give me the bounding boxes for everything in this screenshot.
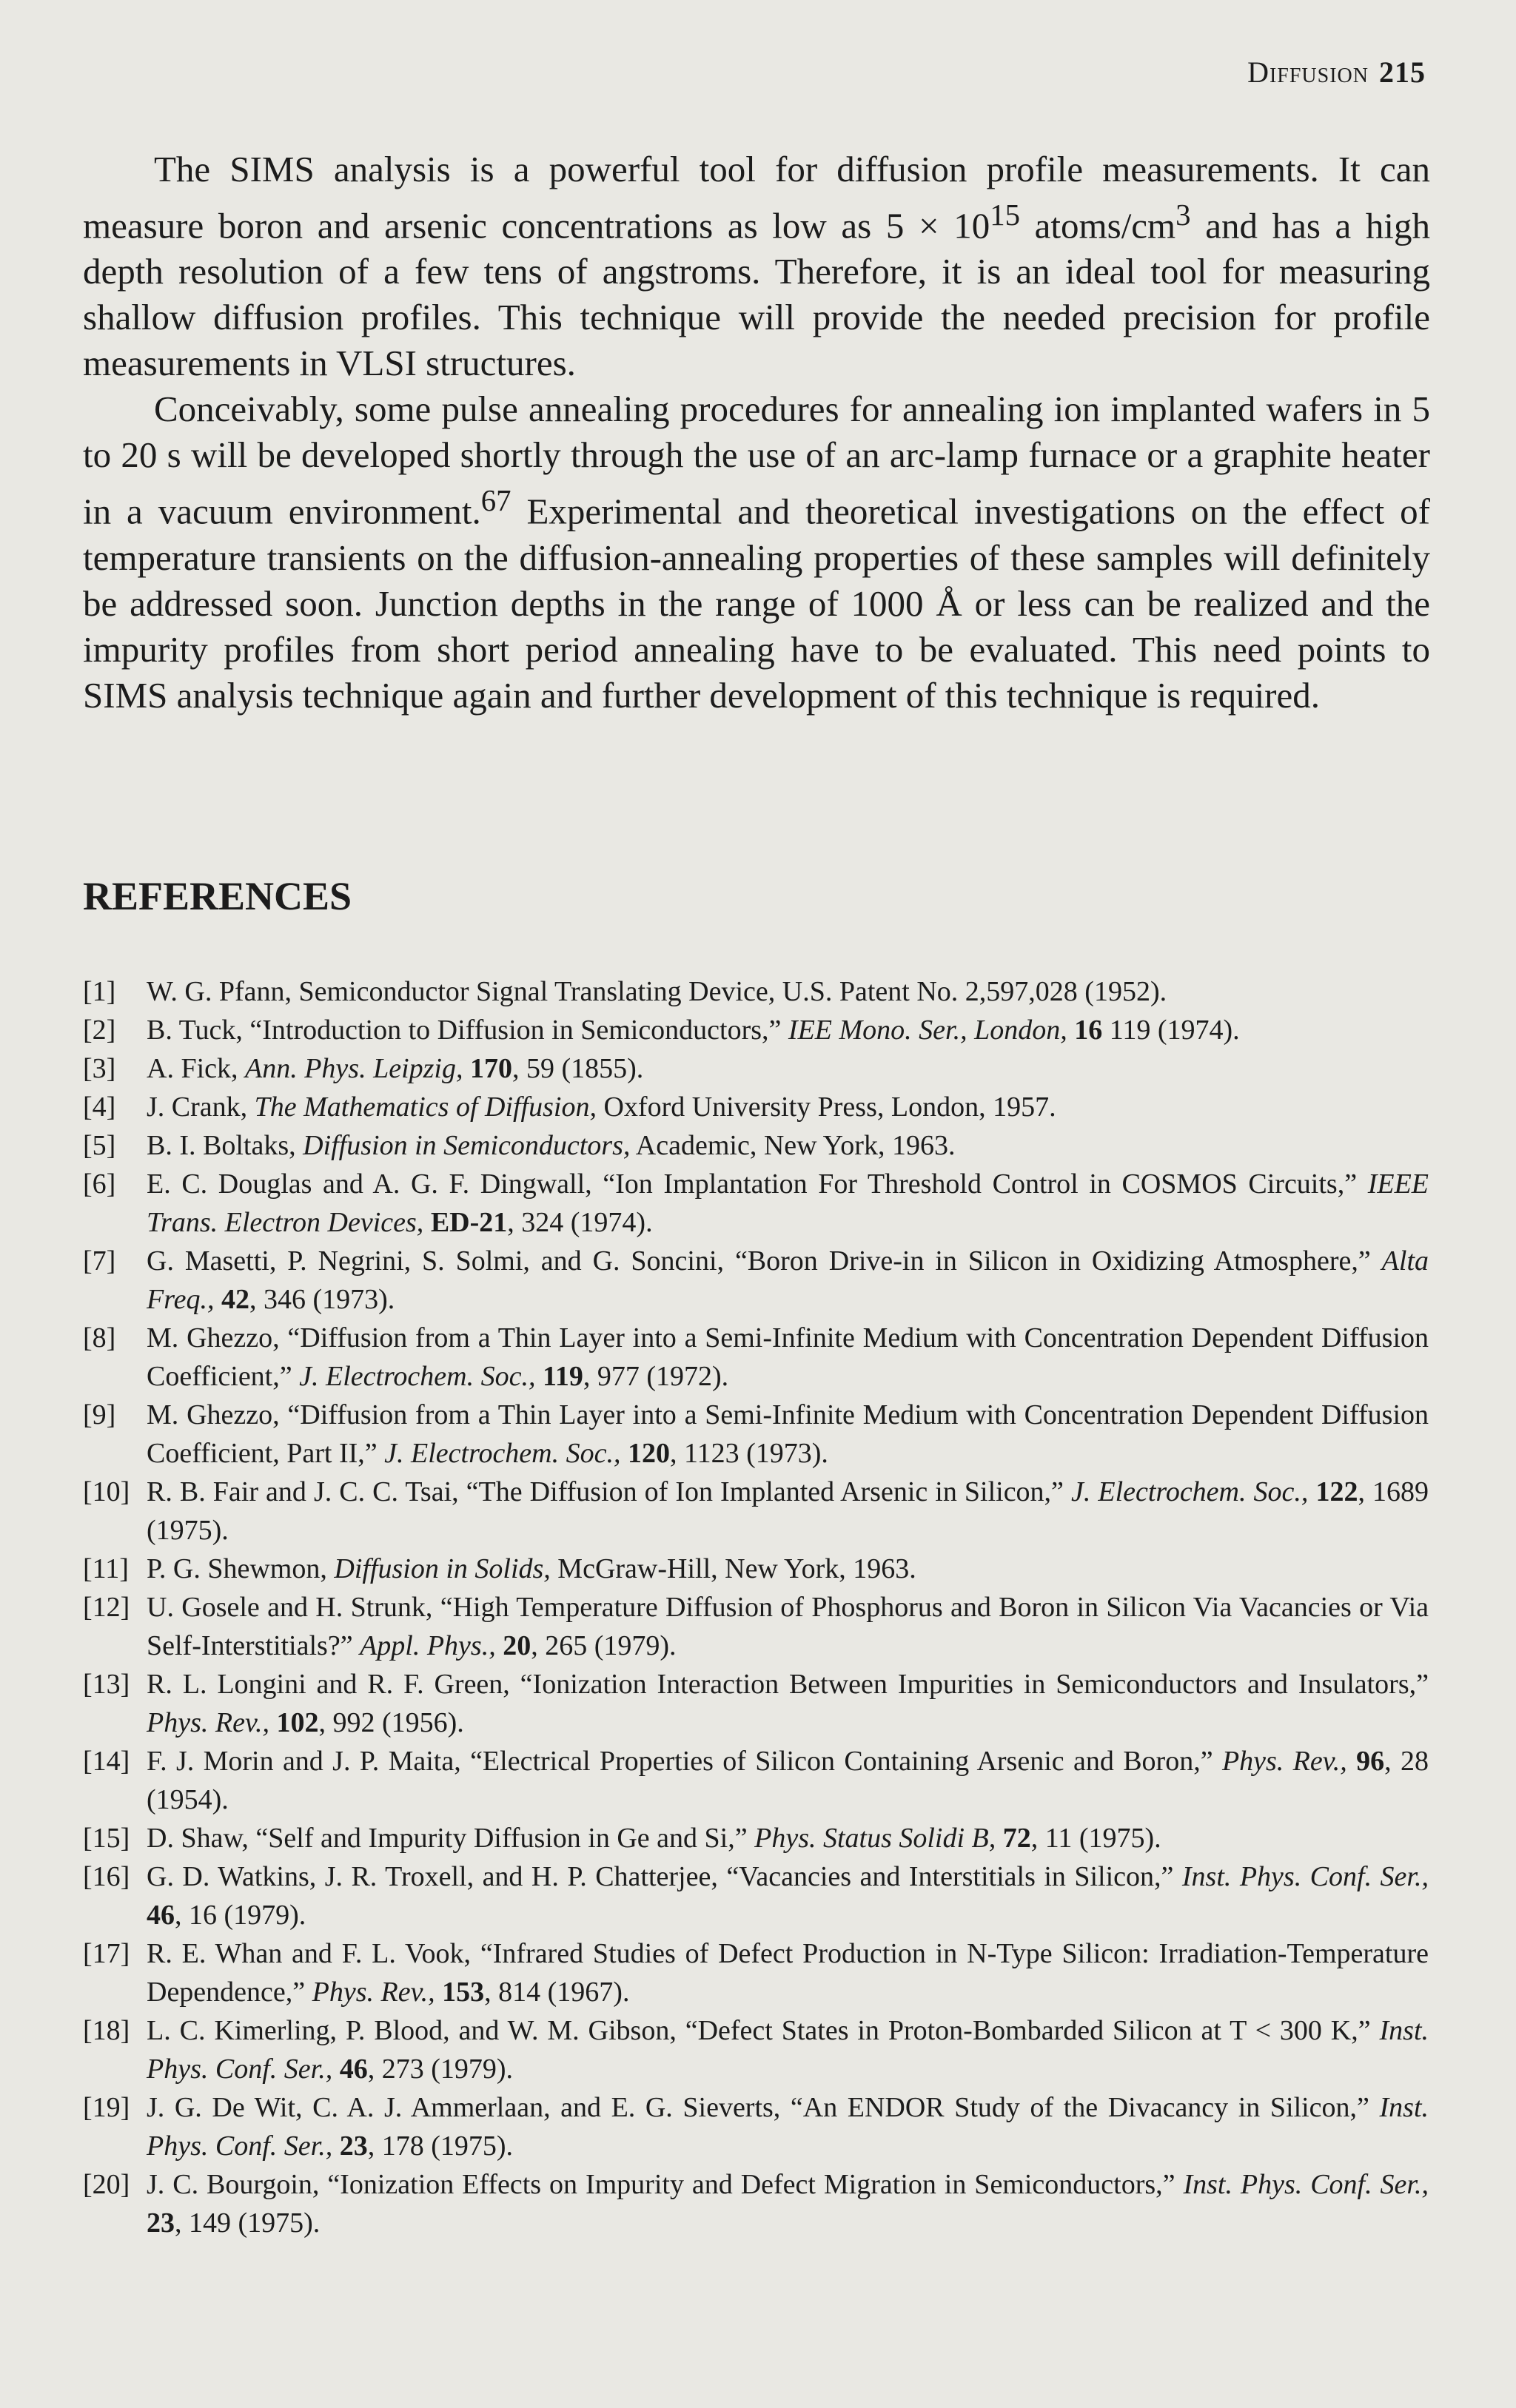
reference-journal: Inst. Phys. Conf. Ser.,: [1183, 2169, 1429, 2200]
running-head: [1247, 55, 1426, 90]
reference-journal: Inst. Phys. Conf. Ser.,: [147, 2092, 1429, 2162]
reference-number: [19]: [83, 2092, 130, 2123]
reference-number: [9]: [83, 1399, 116, 1430]
reference-text: [463, 1053, 470, 1084]
reference-text: , 59 (1855).: [512, 1053, 644, 1084]
reference-volume: 96: [1356, 1746, 1385, 1777]
reference-text: [214, 1284, 221, 1315]
reference-text: M. Ghezzo, “Diffusion from a Thin Layer into a Semi-Infinite Medium with Concentration Dependent Diffusion Coefficient, Part II,”: [147, 1399, 1429, 1469]
reference-text: [621, 1438, 628, 1469]
reference-text: G. D. Watkins, J. R. Troxell, and H. P. Chatterjee, “Vacancies and Interstitials in Silicon,”: [147, 1861, 1182, 1892]
reference-text: D. Shaw, “Self and Impurity Diffusion in Ge and Si,”: [147, 1823, 755, 1854]
reference-journal: J. Electrochem. Soc.,: [384, 1438, 621, 1469]
reference-volume: 46: [339, 2054, 368, 2085]
reference-number: [17]: [83, 1938, 130, 1969]
reference-number: [8]: [83, 1322, 116, 1353]
reference-text: [496, 1630, 503, 1661]
reference-text: Academic, New York, 1963.: [630, 1130, 956, 1161]
reference-journal: IEEE Trans. Electron Devices,: [147, 1168, 1429, 1238]
reference-journal: The Mathematics of Diffusion,: [254, 1092, 597, 1123]
reference-text: [423, 1207, 431, 1238]
reference-item: [83, 1550, 1429, 1588]
reference-text: , 1123 (1973).: [670, 1438, 828, 1469]
reference-number: [10]: [83, 1476, 130, 1507]
reference-volume: 20: [503, 1630, 531, 1661]
reference-volume: 46: [147, 1900, 175, 1931]
reference-text: W. G. Pfann, Semiconductor Signal Translating Device, U.S. Patent No. 2,597,028 (1952).: [147, 976, 1167, 1007]
reference-number: [7]: [83, 1245, 116, 1277]
reference-journal: Diffusion in Semiconductors,: [303, 1130, 631, 1161]
reference-text: , 814 (1967).: [484, 1977, 630, 2008]
reference-text: , 178 (1975).: [367, 2130, 514, 2162]
reference-number: [1]: [83, 976, 116, 1007]
paragraph-text: and has a high depth resolution of a few tens of angstroms. Therefore, it is an ideal tool for measuring shallow diffusion profiles. This technique will provide the needed precision for profile measurements in VLSI structures.: [83, 205, 1430, 384]
reference-text: B. Tuck, “Introduction to Diffusion in Semiconductors,”: [147, 1015, 788, 1046]
reference-text: R. B. Fair and J. C. C. Tsai, “The Diffusion of Ion Implanted Arsenic in Silicon,”: [147, 1476, 1071, 1507]
footnote-ref: 67: [480, 484, 512, 518]
reference-volume: 153: [442, 1977, 485, 2008]
reference-volume: 170: [469, 1053, 512, 1084]
reference-text: [332, 2054, 340, 2085]
reference-text: [535, 1361, 543, 1392]
reference-item: [83, 1665, 1429, 1742]
reference-item: [83, 2165, 1429, 2242]
reference-item: [83, 2088, 1429, 2165]
reference-text: J. C. Bourgoin, “Ionization Effects on Impurity and Defect Migration in Semiconductors,”: [147, 2169, 1184, 2200]
reference-item: [83, 1857, 1429, 1934]
references-heading: REFERENCES: [83, 874, 352, 918]
reference-journal: Phys. Rev.,: [1221, 1746, 1347, 1777]
reference-journal: J. Electrochem. Soc.,: [1070, 1476, 1309, 1507]
reference-item: [83, 1742, 1429, 1819]
reference-number: [5]: [83, 1130, 116, 1161]
reference-text: M. Ghezzo, “Diffusion from a Thin Layer into a Semi-Infinite Medium with Concentration Dependent Diffusion Coefficient,”: [147, 1322, 1429, 1392]
reference-text: , 1689 (1975).: [147, 1476, 1429, 1546]
reference-item: [83, 1934, 1429, 2011]
reference-text: U. Gosele and H. Strunk, “High Temperature Diffusion of Phosphorus and Boron in Silicon Via Vacancies or Via Self-Interstitials?”: [147, 1592, 1429, 1661]
reference-journal: Ann. Phys. Leipzig,: [245, 1053, 463, 1084]
reference-text: , 346 (1973).: [249, 1284, 395, 1315]
reference-item: [83, 1396, 1429, 1473]
reference-text: , 977 (1972).: [583, 1361, 729, 1392]
reference-item: [83, 1126, 1429, 1165]
section-title: Diffusion: [1247, 56, 1369, 89]
paragraph-text: The SIMS analysis is a powerful tool for diffusion profile measurements. It can measure boron and arsenic concentrations as low as 5 × 10: [83, 149, 1430, 246]
paragraph-text: Conceivably, some pulse annealing procedures for annealing ion implanted wafers in 5 to 20 s will be developed shortly through the use of an arc-lamp furnace or a graphite heater in a vacuum environment.: [83, 389, 1430, 532]
reference-volume: 42: [221, 1284, 249, 1315]
reference-volume: 120: [628, 1438, 670, 1469]
reference-text: , 149 (1975).: [175, 2207, 321, 2239]
reference-text: G. Masetti, P. Negrini, S. Solmi, and G. Soncini, “Boron Drive-in in Silicon in Oxidizing Atmosphere,”: [147, 1245, 1382, 1277]
reference-number: [18]: [83, 2015, 130, 2046]
reference-text: E. C. Douglas and A. G. F. Dingwall, “Ion Implantation For Threshold Control in COSMOS Circuits,”: [147, 1168, 1368, 1200]
reference-journal: Alta Freq.,: [147, 1245, 1429, 1315]
paragraph-text: atoms/cm: [1020, 205, 1176, 246]
reference-text: , 324 (1974).: [507, 1207, 653, 1238]
reference-journal: IEE Mono. Ser., London,: [788, 1015, 1067, 1046]
reference-volume: 23: [339, 2130, 368, 2162]
reference-text: L. C. Kimerling, P. Blood, and W. M. Gibson, “Defect States in Proton-Bombarded Silicon at T < 300 K,”: [147, 2015, 1380, 2046]
reference-volume: 16: [1074, 1015, 1103, 1046]
reference-text: J. Crank,: [147, 1092, 255, 1123]
superscript: 15: [990, 198, 1021, 232]
reference-volume: 23: [147, 2207, 175, 2239]
reference-item: [83, 1165, 1429, 1242]
body-text: [83, 147, 1430, 719]
reference-volume: 102: [276, 1707, 319, 1738]
reference-text: P. G. Shewmon,: [147, 1553, 335, 1584]
reference-volume: 72: [1002, 1823, 1031, 1854]
reference-text: R. E. Whan and F. L. Vook, “Infrared Studies of Defect Production in N-Type Silicon: Irradiation-Temperature Dependence,”: [147, 1938, 1429, 2008]
reference-journal: Phys. Rev.,: [147, 1707, 269, 1738]
reference-number: [14]: [83, 1746, 130, 1777]
reference-number: [4]: [83, 1092, 116, 1123]
reference-text: , 265 (1979).: [531, 1630, 677, 1661]
reference-journal: J. Electrochem. Soc.,: [299, 1361, 536, 1392]
reference-item: [83, 972, 1429, 1011]
reference-journal: Phys. Rev.,: [312, 1977, 435, 2008]
reference-text: A. Fick,: [147, 1053, 245, 1084]
page-number: 215: [1379, 56, 1426, 89]
reference-number: [16]: [83, 1861, 130, 1892]
paragraph-annealing: [83, 386, 1430, 718]
reference-number: [20]: [83, 2169, 130, 2200]
reference-text: McGraw-Hill, New York, 1963.: [550, 1553, 916, 1584]
reference-text: [332, 2130, 340, 2162]
reference-number: [3]: [83, 1053, 116, 1084]
reference-journal: Appl. Phys.,: [360, 1630, 496, 1661]
reference-number: [13]: [83, 1669, 130, 1700]
reference-text: [435, 1977, 443, 2008]
reference-journal: Phys. Status Solidi B,: [754, 1823, 996, 1854]
reference-journal: Inst. Phys. Conf. Ser.,: [147, 2015, 1429, 2085]
reference-journal: Inst. Phys. Conf. Ser.,: [1181, 1861, 1429, 1892]
reference-volume: 122: [1315, 1476, 1358, 1507]
reference-item: [83, 1588, 1429, 1665]
reference-number: [15]: [83, 1823, 130, 1854]
reference-volume: ED-21: [430, 1207, 508, 1238]
reference-text: [1347, 1746, 1356, 1777]
reference-number: [12]: [83, 1592, 130, 1623]
reference-text: B. I. Boltaks,: [147, 1130, 303, 1161]
reference-text: , 28 (1954).: [147, 1746, 1429, 1815]
reference-text: Oxford University Press, London, 1957.: [596, 1092, 1056, 1123]
reference-text: R. L. Longini and R. F. Green, “Ionization Interaction Between Impurities in Semiconductors and Insulators,”: [147, 1669, 1429, 1700]
references-list: [83, 972, 1429, 2242]
reference-text: 119 (1974).: [1102, 1015, 1240, 1046]
reference-item: [83, 1011, 1429, 1049]
reference-item: [83, 1088, 1429, 1126]
paragraph-text: Experimental and theoretical investigations on the effect of temperature transients on the diffusion-annealing properties of these samples will definitely be addressed soon. Junction depths in the range of 1000 Å or less can be realized and the impurity profiles from short period annealing have to be evaluated. This need points to SIMS analysis technique again and further development of this technique is required.: [83, 491, 1430, 716]
reference-text: , 11 (1975).: [1030, 1823, 1161, 1854]
reference-number: [11]: [83, 1553, 129, 1584]
reference-text: [1067, 1015, 1075, 1046]
reference-volume: 119: [542, 1361, 583, 1392]
reference-text: , 992 (1956).: [318, 1707, 464, 1738]
reference-text: F. J. Morin and J. P. Maita, “Electrical Properties of Silicon Containing Arsenic and Boron,”: [147, 1746, 1222, 1777]
superscript: 3: [1175, 198, 1191, 232]
reference-item: [83, 1242, 1429, 1319]
reference-text: J. G. De Wit, C. A. J. Ammerlaan, and E. G. Sieverts, “An ENDOR Study of the Divacancy in Silicon,”: [147, 2092, 1380, 2123]
reference-text: [996, 1823, 1003, 1854]
reference-item: [83, 1473, 1429, 1550]
reference-journal: Diffusion in Solids,: [334, 1553, 551, 1584]
reference-number: [6]: [83, 1168, 116, 1200]
reference-item: [83, 1319, 1429, 1396]
reference-item: [83, 2011, 1429, 2088]
reference-number: [2]: [83, 1015, 116, 1046]
reference-item: [83, 1819, 1429, 1857]
paragraph-sims: [83, 147, 1430, 386]
reference-text: , 273 (1979).: [367, 2054, 514, 2085]
reference-item: [83, 1049, 1429, 1088]
reference-text: , 16 (1979).: [175, 1900, 306, 1931]
reference-text: [1308, 1476, 1315, 1507]
reference-text: [269, 1707, 277, 1738]
